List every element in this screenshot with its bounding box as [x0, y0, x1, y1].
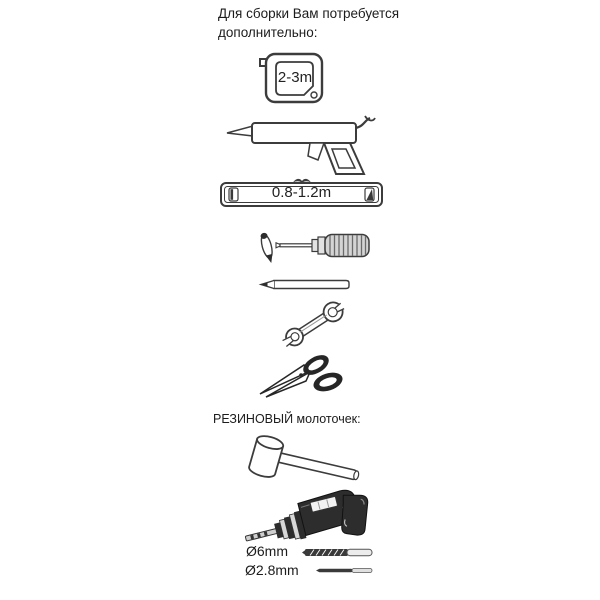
- drill-bit-diameter-label: Ø6mm: [246, 543, 288, 559]
- bit28-flutes: [319, 569, 353, 573]
- gun-nozzle: [227, 126, 253, 136]
- gun-body-tube: [252, 123, 356, 143]
- page-title: [218, 4, 399, 42]
- mallet-handle: [273, 452, 360, 481]
- page-title-line-2: дополнительно:: [218, 25, 318, 40]
- level-length-label: 0.8-1.2m: [271, 184, 332, 201]
- drill-bit-2.8mm-icon: [314, 566, 374, 575]
- bit6-shank: [347, 549, 372, 555]
- drill-bit-6mm-icon: [300, 547, 374, 558]
- screwdriver-collar-1: [312, 240, 318, 252]
- gun-trigger: [308, 143, 324, 160]
- screwdriver-handle: [325, 235, 369, 257]
- screwdriver-shaft: [280, 244, 314, 247]
- mallet-section-title: РЕЗИНОВЫЙ молоточек:: [213, 412, 361, 426]
- pencil-body: [274, 281, 349, 289]
- screwdriver-collar-2: [318, 237, 325, 254]
- pencil-icon: [258, 277, 352, 293]
- wrench-shape: [278, 297, 348, 352]
- scissors-icon: [254, 352, 346, 399]
- screwdriver-icon: [250, 222, 378, 268]
- rubber-mallet-icon: [238, 431, 373, 487]
- drill-shape: [240, 486, 374, 550]
- page-title-line-1: Для сборки Вам потребуется: [218, 6, 400, 21]
- scissors-pivot: [299, 373, 303, 377]
- tape-lock-button: [311, 92, 317, 98]
- drill-bit-diameter-label: Ø2.8mm: [245, 562, 299, 578]
- wrench-icon: [266, 296, 366, 354]
- electric-drill-icon: [240, 486, 374, 550]
- bit28-shank: [352, 569, 372, 573]
- mallet-head: [248, 434, 285, 480]
- caulking-gun-icon: [224, 110, 376, 178]
- screwdriver-bit: [259, 232, 276, 264]
- tape-measure-range-label: 2-3m: [277, 69, 313, 86]
